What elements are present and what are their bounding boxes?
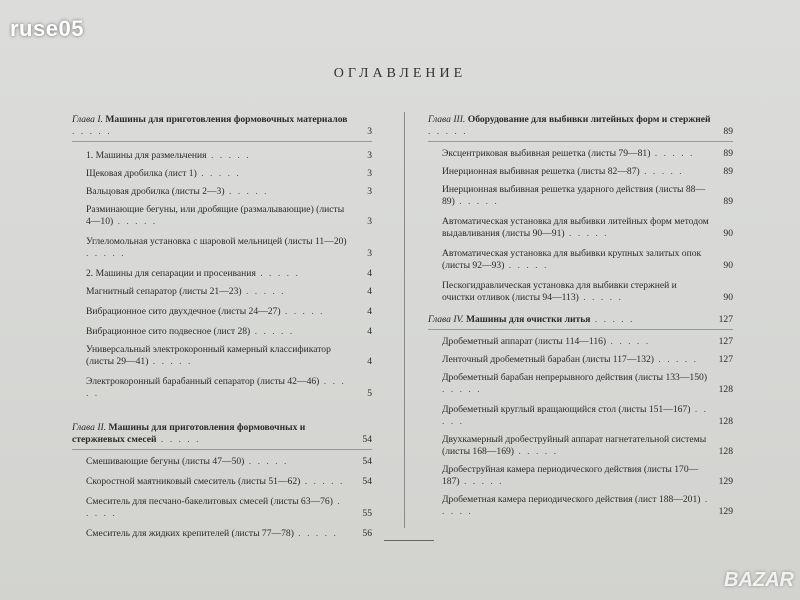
leader-dots: . . . . .	[86, 248, 126, 259]
leader-dots: . . . . .	[639, 166, 684, 177]
toc-entry	[72, 326, 372, 338]
leader-dots: . . . . .	[513, 446, 558, 457]
page-number: 128	[718, 384, 733, 395]
leader-dots: . . . . .	[442, 404, 709, 427]
entry-title: Вибрационное сито подвесное (лист 28)	[86, 326, 251, 337]
chapter-rule	[428, 329, 733, 330]
leader-dots: . . . . .	[454, 196, 499, 207]
toc-chapter	[428, 114, 733, 138]
toc-entry	[428, 354, 733, 366]
page-number: 3	[367, 168, 372, 179]
leader-dots: . . . . .	[442, 384, 482, 395]
chapter-rule	[72, 141, 372, 142]
page-number: 128	[718, 446, 733, 457]
leader-dots: . . . . .	[564, 228, 609, 239]
toc-entry	[428, 184, 733, 208]
watermark-bottom: BAZAR	[724, 569, 794, 591]
entry-title: Двухкамерный дробеструйный аппарат нагнетательной системы (листы 168—169)	[442, 434, 707, 457]
column-divider	[404, 112, 405, 528]
page-title: ОГЛАВЛЕНИЕ	[333, 66, 467, 81]
entry-title: Инерционная выбивная решетка (листы 82—87)	[442, 166, 640, 177]
toc-entry	[72, 236, 372, 260]
page-number: 127	[718, 336, 733, 347]
entry-title: Инерционная выбивная решетка ударного действия (листы 88—89)	[442, 184, 706, 207]
toc-entry	[428, 148, 733, 160]
leader-dots: . . . . .	[428, 126, 468, 137]
chapter-number: Глава II.	[72, 422, 109, 433]
entry-title: 1. Машины для размельчения	[86, 150, 207, 161]
leader-dots: . . . . .	[250, 326, 295, 337]
leader-dots: . . . . .	[156, 434, 201, 445]
leader-dots: . . . . .	[241, 286, 286, 297]
leader-dots: . . . . .	[206, 150, 251, 161]
leader-dots: . . . . .	[650, 148, 695, 159]
chapter-title: Машины для приготовления формовочных материалов	[105, 114, 348, 125]
leader-dots: . . . . .	[86, 376, 346, 399]
page-number: 90	[723, 260, 733, 271]
toc-entry	[72, 376, 372, 400]
chapter-rule	[428, 141, 733, 142]
leader-dots: . . . . .	[280, 306, 325, 317]
toc-entry	[428, 404, 733, 428]
page-number: 127	[718, 314, 733, 325]
entry-title: Автоматическая установка для выбивки крупных залитых опок (листы 92—93)	[442, 248, 702, 271]
entry-title: Дробеметный круглый вращающийся стол (листы 151—167)	[442, 404, 691, 415]
watermark-top: ruse05	[10, 16, 84, 41]
entry-title: Эксцентриковая выбивная решетка (листы 79—81)	[442, 148, 651, 159]
toc-entry	[428, 336, 733, 348]
page-number: 54	[362, 434, 372, 445]
toc-entry	[428, 248, 733, 272]
toc-entry	[428, 464, 733, 488]
entry-title: Разминающие бегуны, или дробящие (размалывающие) (листы 4—10)	[86, 204, 345, 227]
toc-entry	[428, 216, 733, 240]
page-number: 127	[718, 354, 733, 365]
leader-dots: . . . . .	[113, 216, 158, 227]
toc-entry	[72, 456, 372, 468]
toc-entry	[72, 496, 372, 520]
page-number: 89	[723, 148, 733, 159]
page-number: 54	[362, 456, 372, 467]
page-number: 3	[367, 216, 372, 227]
toc-entry	[72, 186, 372, 198]
entry-title: Автоматическая установка для выбивки литейных форм методом выдавливания (листы 90—91)	[442, 216, 709, 239]
leader-dots: . . . . .	[578, 292, 623, 303]
page-number: 89	[723, 196, 733, 207]
leader-dots: . . . . .	[148, 356, 193, 367]
toc-entry	[72, 150, 372, 162]
leader-dots: . . . . .	[224, 186, 269, 197]
page-number: 89	[723, 126, 733, 137]
page-number: 128	[718, 416, 733, 427]
entry-title: Углеломольная установка с шаровой мельницей (листы 11—20)	[86, 236, 347, 247]
page-number: 5	[367, 388, 372, 399]
toc-chapter	[72, 422, 372, 446]
toc-entry	[72, 168, 372, 180]
entry-title: Пескогидравлическая установка для выбивки стержней и очистки отливок (листы 94—113)	[442, 280, 677, 303]
page-number: 55	[362, 508, 372, 519]
entry-title: Дробеметный аппарат (листы 114—116)	[442, 336, 607, 347]
entry-title: Скоростной маятниковый смеситель (листы 51—62)	[86, 476, 301, 487]
toc-entry	[72, 344, 372, 368]
chapter-rule	[72, 449, 372, 450]
entry-title: Смеситель для жидких крепителей (листы 77—78)	[86, 528, 294, 539]
entry-title: Электрокоронный барабанный сепаратор (листы 42—46)	[86, 376, 320, 387]
toc-chapter	[72, 114, 372, 138]
toc-entry	[72, 528, 372, 540]
chapter-number: Глава III.	[428, 114, 468, 125]
entry-title: Дробеструйная камера периодического действия (листы 170—187)	[442, 464, 699, 487]
bottom-rule	[384, 540, 434, 541]
entry-title: Смеситель для песчано-бакелитовых смесей (листы 63—76)	[86, 496, 333, 507]
leader-dots: . . . . .	[300, 476, 345, 487]
toc-entry	[72, 476, 372, 488]
page-number: 4	[367, 306, 372, 317]
page-number: 4	[367, 326, 372, 337]
chapter-title: Машины для приготовления формовочных и стержневых смесей	[72, 422, 306, 445]
page-number: 90	[723, 292, 733, 303]
entry-title: Дробеметный барабан непрерывного действия (листы 133—150)	[442, 372, 708, 383]
entry-title: Смешивающие бегуны (листы 47—50)	[86, 456, 245, 467]
leader-dots: . . . . .	[504, 260, 549, 271]
leader-dots: . . . . .	[590, 314, 635, 325]
entry-title: Вальцовая дробилка (листы 2—3)	[86, 186, 225, 197]
entry-title: 2. Машины для сепарации и просеивания	[86, 268, 256, 279]
toc-entry	[72, 306, 372, 318]
page-number: 90	[723, 228, 733, 239]
leader-dots: . . . . .	[72, 126, 112, 137]
page-number: 4	[367, 286, 372, 297]
toc-entry	[428, 280, 733, 304]
leader-dots: . . . . .	[86, 496, 342, 519]
chapter-title: Машины для очистки литья	[465, 314, 591, 325]
page-number: 3	[367, 150, 372, 161]
page-number: 4	[367, 268, 372, 279]
leader-dots: . . . . .	[654, 354, 698, 365]
entry-title: Вибрационное сито двухдечное (листы 24—27)	[86, 306, 281, 317]
toc-right-column	[428, 108, 733, 518]
page-number: 129	[718, 506, 733, 517]
leader-dots: . . . . .	[196, 168, 241, 179]
page-number: 4	[367, 356, 372, 367]
toc-chapter	[428, 314, 733, 326]
leader-dots: . . . . .	[244, 456, 289, 467]
chapter-number: Глава IV.	[428, 314, 466, 325]
leader-dots: . . . . .	[459, 476, 504, 487]
page-number: 3	[367, 248, 372, 259]
page-number: 56	[362, 528, 372, 539]
toc-entry	[428, 372, 733, 396]
page-number: 129	[718, 476, 733, 487]
toc-left-column	[72, 108, 372, 540]
toc-entry	[72, 268, 372, 280]
leader-dots: . . . . .	[293, 528, 338, 539]
chapter-number: Глава I.	[72, 114, 106, 125]
toc-entry	[428, 166, 733, 178]
entry-title: Магнитный сепаратор (листы 21—23)	[86, 286, 242, 297]
toc-entry	[72, 286, 372, 298]
entry-title: Дробеметная камера периодического действия (лист 188—201)	[442, 494, 701, 505]
leader-dots: . . . . .	[255, 268, 300, 279]
chapter-title: Оборудование для выбивки литейных форм и стержней	[467, 114, 711, 125]
leader-dots: . . . . .	[606, 336, 651, 347]
page-number: 89	[723, 166, 733, 177]
page-number: 3	[367, 126, 372, 137]
entry-title: Универсальный электрокоронный камерный классификатор (листы 29—41)	[86, 344, 331, 367]
leader-dots: . . . . .	[442, 494, 710, 517]
entry-title: Ленточный дробеметный барабан (листы 117—132)	[442, 354, 654, 365]
page-number: 3	[367, 186, 372, 197]
toc-entry	[72, 204, 372, 228]
entry-title: Щековая дробилка (лист 1)	[86, 168, 197, 179]
toc-entry	[428, 434, 733, 458]
toc-entry	[428, 494, 733, 518]
page-number: 54	[362, 476, 372, 487]
